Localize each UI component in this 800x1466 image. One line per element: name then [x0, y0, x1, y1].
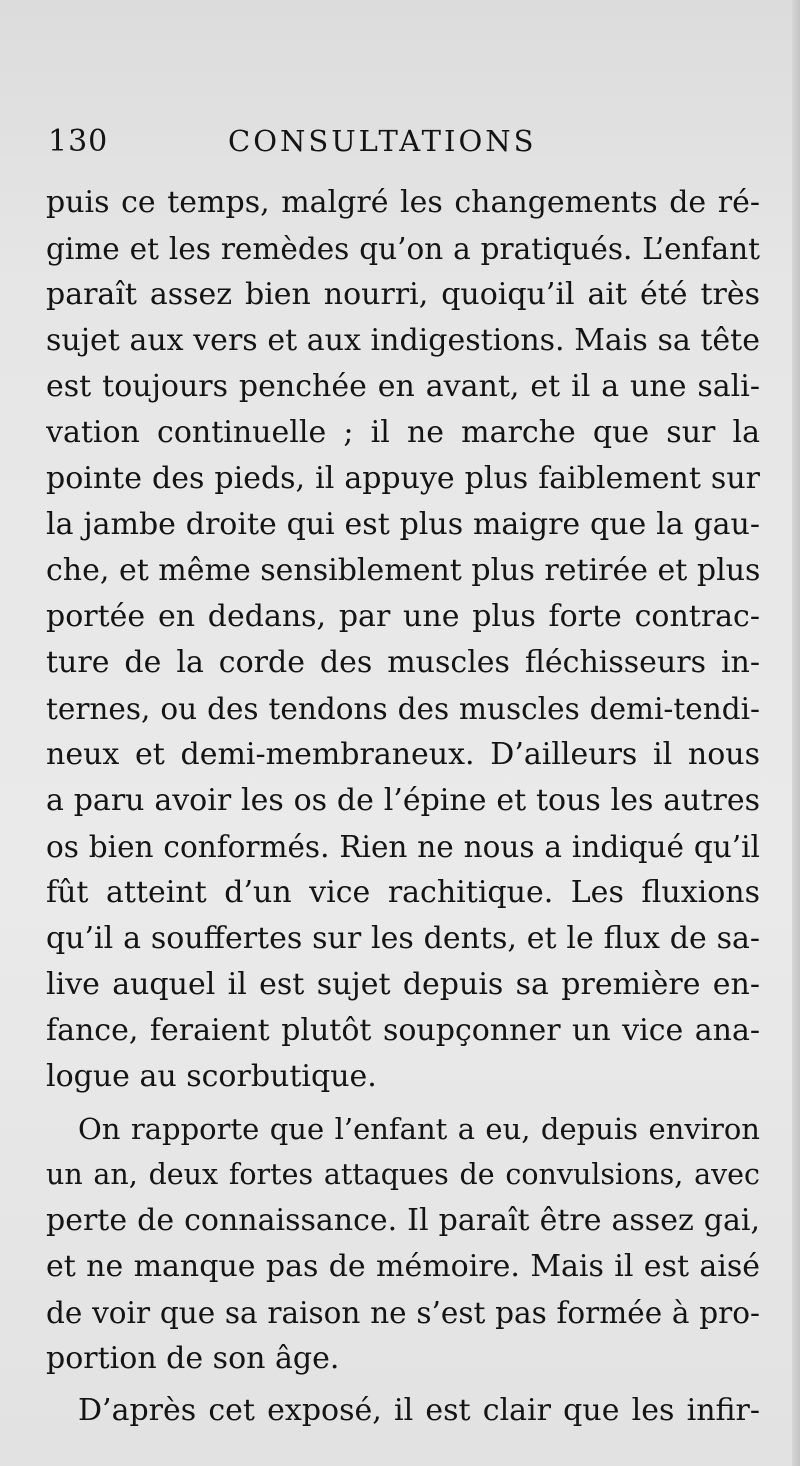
- text-line: che, et même sensiblement plus retirée et plus: [46, 553, 760, 588]
- page-edge: [792, 0, 800, 1466]
- text-line: qu’il a souffertes sur les dents, et le flux de sa-: [46, 921, 760, 956]
- text-line: a paru avoir les os de l’épine et tous les autres: [46, 783, 760, 818]
- text-line: un an, deux fortes attaques de convulsions, avec: [46, 1158, 760, 1191]
- paragraph: [46, 1106, 760, 1382]
- text-line: vation continuelle ; il ne marche que sur la: [46, 415, 760, 450]
- text-line: logue au scorbutique.: [46, 1059, 377, 1094]
- text-line: On rapporte que l’enfant a eu, depuis environ: [78, 1112, 760, 1146]
- text-line: fût atteint d’un vice rachitique. Les fluxions: [46, 875, 760, 910]
- text-line: ture de la corde des muscles fléchisseurs in-: [46, 645, 760, 680]
- text-line: ternes, ou des tendons des muscles demi-tendi-: [46, 692, 760, 726]
- text-line: est toujours penchée en avant, et il a une sali-: [46, 369, 760, 404]
- page-header: [48, 118, 760, 168]
- text-line: live auquel il est sujet depuis sa première en-: [46, 967, 760, 1002]
- text-line: la jambe droite qui est plus maigre que la gau-: [46, 507, 760, 542]
- text-line: sujet aux vers et aux indigestions. Mais sa tête: [46, 323, 760, 358]
- running-head: CONSULTATIONS: [228, 124, 537, 158]
- text-line: D’après cet exposé, il est clair que les infir-: [78, 1393, 760, 1428]
- text-line: os bien conformés. Rien ne nous a indiqué qu’il: [46, 830, 760, 864]
- text-line: gime et les remèdes qu’on a pratiqués. L’enfant: [46, 232, 760, 266]
- paragraph: [46, 1388, 760, 1434]
- text-line: de voir que sa raison ne s’est pas formée à pro-: [46, 1296, 760, 1330]
- text-line: portée en dedans, par une plus forte contrac-: [46, 599, 760, 634]
- text-line: neux et demi-membraneux. D’ailleurs il nous: [46, 737, 760, 772]
- text-line: perte de connaissance. Il paraît être assez gai,: [46, 1203, 760, 1238]
- text-line: paraît assez bien nourri, quoiqu’il ait été très: [46, 277, 760, 312]
- page-number: 130: [48, 124, 109, 159]
- text-line: puis ce temps, malgré les changements de ré-: [46, 185, 760, 220]
- body-text: [46, 180, 760, 1434]
- text-line: pointe des pieds, il appuye plus faiblement sur: [46, 461, 760, 496]
- text-line: et ne manque pas de mémoire. Mais il est aisé: [46, 1249, 760, 1284]
- text-line: fance, feraient plutôt soupçonner un vice ana-: [46, 1013, 760, 1048]
- text-line: portion de son âge.: [46, 1341, 340, 1376]
- paragraph: [46, 180, 760, 1100]
